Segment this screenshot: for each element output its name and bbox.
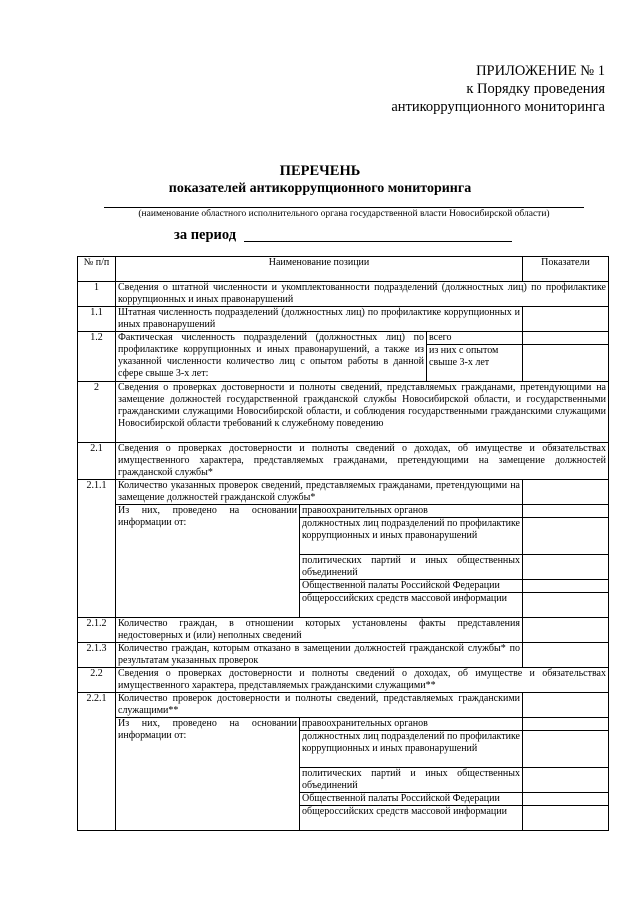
table-row: [78, 505, 609, 518]
table-row: [78, 618, 609, 643]
row-text: Количество проверок достоверности и полноты сведений, представляемых гражданскими служащими**: [116, 693, 523, 718]
value-cell[interactable]: [523, 693, 609, 718]
value-cell[interactable]: [523, 718, 609, 731]
row-text: Сведения о проверках достоверности и полноты сведений о доходах, об имуществе и обязательствах имущественного характера, представляемых гражданами, претендующими на замещение должностей гражданской службы*: [116, 443, 609, 480]
source-cell: должностных лиц подразделений по профилактике коррупционных и иных правонарушений: [300, 731, 523, 768]
header-name: Наименование позиции: [116, 257, 523, 282]
table-row: [78, 332, 609, 345]
appendix-ref: к Порядку проведения: [466, 81, 605, 97]
source-cell: политических партий и иных общественных объединений: [300, 555, 523, 580]
appendix-ref-2: антикоррупционного мониторинга: [391, 99, 605, 115]
value-cell[interactable]: [523, 505, 609, 518]
row-text: Количество граждан, в отношении которых установлены факты представления недостоверных и (или) неполных сведений: [116, 618, 523, 643]
source-cell: правоохранительных органов: [300, 718, 523, 731]
source-cell: правоохранительных органов: [300, 505, 523, 518]
value-cell[interactable]: [523, 793, 609, 806]
value-cell[interactable]: [523, 806, 609, 831]
value-cell[interactable]: [523, 345, 609, 382]
row-number: 2.2: [78, 668, 116, 693]
row-number: 1.2: [78, 332, 116, 382]
org-name-line: [104, 207, 584, 208]
table-row: [78, 443, 609, 480]
period-label: за период: [174, 227, 237, 243]
row-number: 2.1: [78, 443, 116, 480]
value-cell[interactable]: [523, 518, 609, 555]
value-cell[interactable]: [523, 618, 609, 643]
experience-label: из них с опытом свыше 3-х лет: [427, 345, 523, 382]
source-cell: общероссийских средств массовой информации: [300, 806, 523, 831]
row-number: 2: [78, 382, 116, 443]
row-number: 2.1.3: [78, 643, 116, 668]
table-row: [78, 668, 609, 693]
table-row: [78, 718, 609, 731]
table-row: [78, 643, 609, 668]
document-title: ПЕРЕЧЕНЬ: [279, 163, 361, 179]
value-cell[interactable]: [523, 731, 609, 768]
table-row: [78, 693, 609, 718]
row-text: Штатная численность подразделений (должностных лиц) по профилактике коррупционных и иных правонарушений: [116, 307, 523, 332]
value-cell[interactable]: [523, 480, 609, 505]
row-number: 1.1: [78, 307, 116, 332]
total-label: всего: [427, 332, 523, 345]
header-value: Показатели: [523, 257, 609, 282]
header-num: № п/п: [78, 257, 116, 282]
row-text: Количество указанных проверок сведений, представляемых гражданами, претендующими на замещение должностей гражданской службы*: [116, 480, 523, 505]
indicators-table: [77, 256, 609, 831]
row-text: Сведения о проверках достоверности и полноты сведений о доходах, об имуществе и обязательствах имущественного характера, представляемых гражданскими служащими**: [116, 668, 609, 693]
value-cell[interactable]: [523, 332, 609, 345]
row-number: 2.2.1: [78, 693, 116, 831]
row-text: Сведения о штатной численности и укомплектованности подразделений (должностных лиц) по профилактике коррупционных и иных правонарушений: [116, 282, 609, 307]
table-row: [78, 382, 609, 443]
basis-label: Из них, проведено на основании информации от:: [116, 505, 300, 618]
table-header-row: [78, 257, 609, 282]
value-cell[interactable]: [523, 768, 609, 793]
row-number: 2.1.2: [78, 618, 116, 643]
org-name-caption: (наименование областного исполнительного органа государственной власти Новосибирской области): [138, 209, 550, 219]
value-cell[interactable]: [523, 643, 609, 668]
value-cell[interactable]: [523, 593, 609, 618]
source-cell: Общественной палаты Российской Федерации: [300, 793, 523, 806]
row-number: 1: [78, 282, 116, 307]
period-line: [244, 241, 512, 242]
basis-label: Из них, проведено на основании информации от:: [116, 718, 300, 831]
value-cell[interactable]: [523, 555, 609, 580]
table-row: [78, 307, 609, 332]
source-cell: политических партий и иных общественных объединений: [300, 768, 523, 793]
table-row: [78, 282, 609, 307]
row-text: Сведения о проверках достоверности и полноты сведений, представляемых гражданами, претендующими на замещение должностей государственной гражданской службы Новосибирской области, и государственными гражданскими служащими Новосибирской области, и соблюдения государственными гражданскими служащими Новосибирской области требований к служебному поведению: [116, 382, 609, 443]
source-cell: Общественной палаты Российской Федерации: [300, 580, 523, 593]
row-text: Количество граждан, которым отказано в замещении должностей гражданской службы* по результатам указанных проверок: [116, 643, 523, 668]
value-cell[interactable]: [523, 307, 609, 332]
appendix-number: ПРИЛОЖЕНИЕ № 1: [476, 63, 605, 79]
source-cell: общероссийских средств массовой информации: [300, 593, 523, 618]
value-cell[interactable]: [523, 580, 609, 593]
row-number: 2.1.1: [78, 480, 116, 618]
source-cell: должностных лиц подразделений по профилактике коррупционных и иных правонарушений: [300, 518, 523, 555]
row-text: Фактическая численность подразделений (должностных лиц) по профилактике коррупционных и иных правонарушений, а также из указанной численности количество лиц с опытом работы в данной сфере свыше 3-х лет:: [116, 332, 427, 382]
table-row: [78, 480, 609, 505]
document-subtitle: показателей антикоррупционного мониторинга: [168, 181, 472, 196]
appendix-header: [391, 62, 605, 116]
